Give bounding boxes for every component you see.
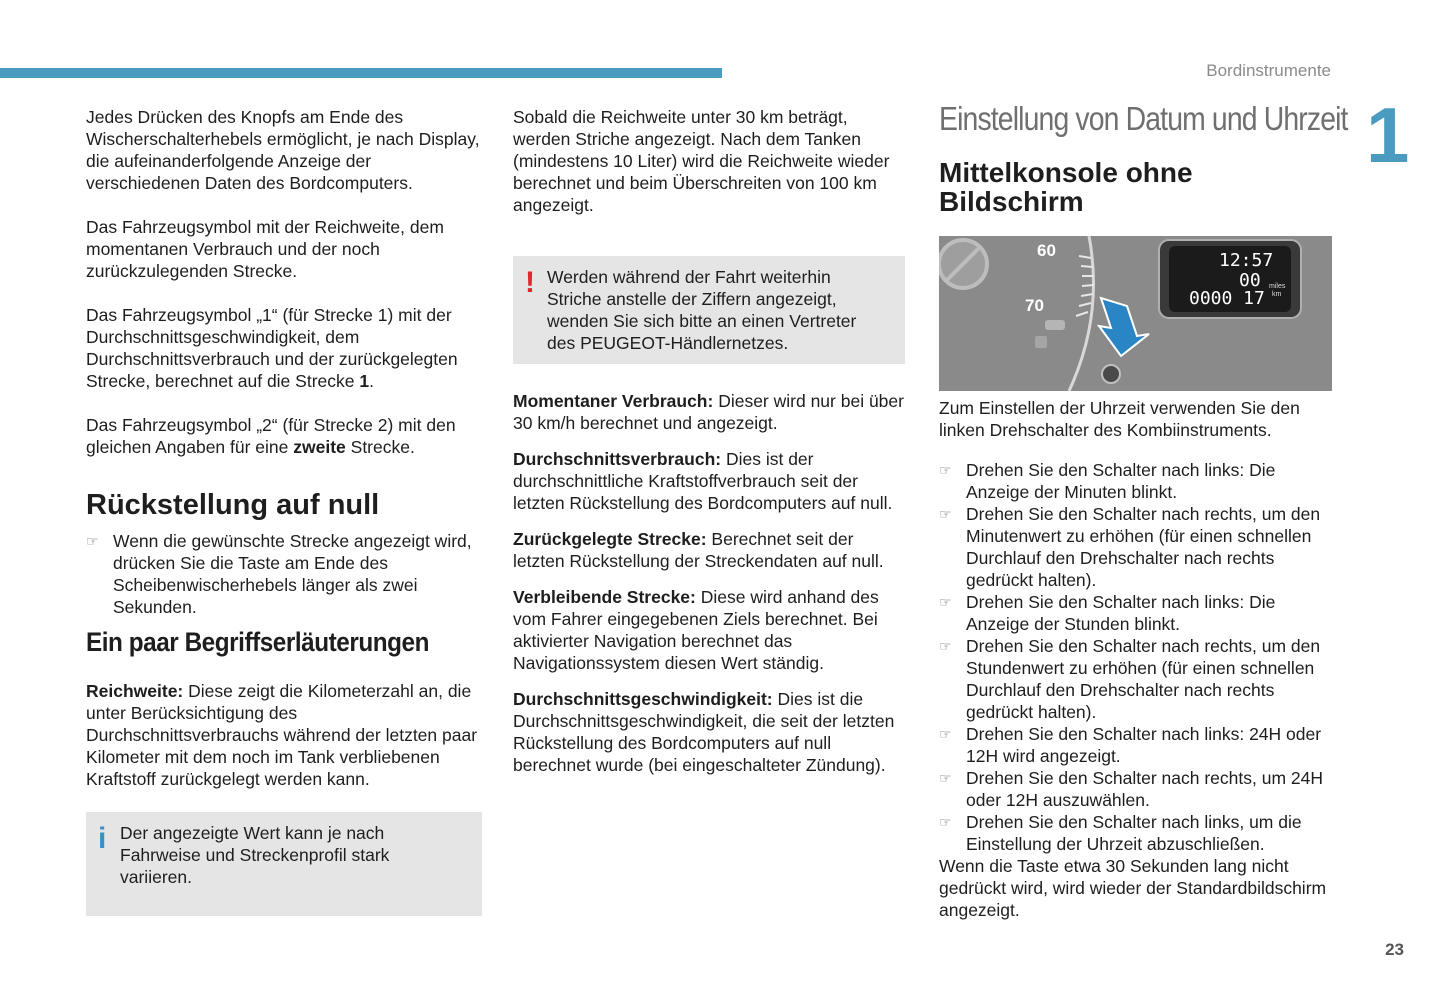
pointing-hand-icon: ☞ (86, 533, 99, 549)
paragraph: Sobald die Reichweite unter 30 km beträgt, werden Striche angezeigt. Nach dem Tanken (mindestens 10 Liter) wird die Reichweite wieder berechnet und beim Überschreiten von 100 km angezeigt. (513, 107, 890, 215)
list-item: ☞ Drehen Sie den Schalter nach links: Die Anzeige der Minuten blinkt. (939, 460, 1276, 502)
pointing-hand-icon: ☞ (939, 814, 952, 830)
list-item: ☞ Drehen Sie den Schalter nach links, um die Einstellung der Uhrzeit abzuschließen. (939, 812, 1302, 854)
list-item: ☞ Wenn die gewünschte Strecke angezeigt wird, drücken Sie die Taste am Ende des Scheibenwischerhebels länger als zwei Sekunden. (86, 531, 472, 617)
paragraph: Jedes Drücken des Knopfs am Ende des Wischerschalterhebels ermöglicht, je nach Display, die aufeinanderfolgende Anzeige der verschiedenen Daten des Bordcomputers. (86, 107, 480, 193)
pointing-hand-icon: ☞ (939, 770, 952, 786)
pointing-hand-icon: ☞ (939, 638, 952, 654)
definition-average-speed: Durchschnittsgeschwindigkeit: Dies ist die Durchschnittsgeschwindigkeit, die seit der letzten Rückstellung des Bordcomputers auf null berechnet wurde (bei eingeschalteter Zündung). (513, 689, 895, 775)
definition-average-consumption: Durchschnittsverbrauch: Dies ist der durchschnittliche Kraftstoffverbrauch seit der letzten Rückstellung des Bordcomputers auf null. (513, 449, 893, 513)
svg-text:70: 70 (1025, 296, 1044, 315)
section-name: Bordinstrumente (1206, 61, 1331, 80)
reset-list (86, 530, 482, 618)
column-left (86, 106, 482, 940)
chapter-number: 1 (1366, 91, 1410, 179)
warning-icon: ! (525, 266, 535, 299)
pointing-hand-icon: ☞ (939, 506, 952, 522)
list-item: ☞ Drehen Sie den Schalter nach rechts, um den Minutenwert zu erhöhen (für einen schnellen Durchlauf den Drehschalter nach rechts gedrückt halten). (939, 504, 1321, 590)
page-title: Einstellung von Datum und Uhrzeit (939, 100, 1348, 137)
warning-note: ! Werden während der Fahrt weiterhin Striche anstelle der Ziffern angezeigt, wenden Sie sich bitte an einen Vertreter des PEUGEOT-Händlernetzes. (513, 256, 905, 364)
column-middle (513, 106, 905, 790)
svg-text:60: 60 (1037, 241, 1056, 260)
svg-text:12:57: 12:57 (1219, 250, 1274, 271)
steps-list (939, 459, 1332, 855)
terms-heading: Ein paar Begriffserläuterungen (86, 627, 429, 657)
column-right (939, 100, 1348, 943)
paragraph: Zum Einstellen der Uhrzeit verwenden Sie den linken Drehschalter des Kombiinstruments. (939, 398, 1300, 440)
dashboard-photo (939, 236, 1332, 391)
svg-text:km: km (1272, 291, 1282, 298)
pointing-hand-icon: ☞ (939, 726, 952, 742)
oil-icon (1045, 320, 1065, 330)
definition-remaining-distance: Verbleibende Strecke: Diese wird anhand des vom Fahrer eingegebenen Ziels berechnet. Bei aktivierter Navigation berechnet das Navigationssystem diesen Wert ständig. (513, 587, 879, 673)
definition-range: Reichweite: Diese zeigt die Kilometerzahl an, die unter Berücksichtigung des Durchschnittsverbrauchs während der letzten paar Kilometer mit dem noch im Tank verbliebenen Kraftstoff zurückgelegt werden kann. (86, 681, 478, 789)
list-item: ☞ Drehen Sie den Schalter nach rechts, um den Stundenwert zu erhöhen (für einen schnellen Durchlauf den Drehschalter nach rechts gedrückt halten). (939, 636, 1321, 722)
paragraph: Das Fahrzeugsymbol „2“ (für Strecke 2) mit den gleichen Angaben für eine zweite Strecke. (86, 415, 456, 457)
pointing-hand-icon: ☞ (939, 462, 952, 478)
trip-button-icon (1102, 365, 1120, 383)
indicator-icon (1035, 336, 1047, 348)
paragraph: Wenn die Taste etwa 30 Sekunden lang nicht gedrückt wird, wird wieder der Standardbildschirm angezeigt. (939, 856, 1327, 920)
pointing-hand-icon: ☞ (939, 594, 952, 610)
info-icon: i (98, 822, 107, 855)
definition-distance-travelled: Zurückgelegte Strecke: Berechnet seit der letzten Rückstellung der Streckendaten auf null. (513, 529, 884, 571)
paragraph: Das Fahrzeugsymbol mit der Reichweite, dem momentanen Verbrauch und der noch zurückzulegenden Strecke. (86, 217, 444, 281)
page-number: 23 (1385, 940, 1404, 959)
svg-text:00: 00 (1239, 270, 1261, 291)
svg-text:miles: miles (1269, 283, 1286, 290)
list-item: ☞ Drehen Sie den Schalter nach links: 24H oder 12H wird angezeigt. (939, 724, 1322, 766)
info-note: i Der angezeigte Wert kann je nach Fahrweise und Streckenprofil stark variieren. (86, 812, 482, 916)
paragraph: Das Fahrzeugsymbol „1“ (für Strecke 1) mit der Durchschnittsgeschwindigkeit, dem Durchschnittsverbrauch und der zurückgelegten Strecke, berechnet auf die Strecke 1. (86, 305, 458, 391)
reset-heading: Rückstellung auf null (86, 489, 380, 521)
svg-text:0000 17: 0000 17 (1189, 288, 1265, 309)
definition-instant-consumption: Momentaner Verbrauch: Dieser wird nur bei über 30 km/h berechnet und angezeigt. (513, 391, 904, 433)
list-item: ☞ Drehen Sie den Schalter nach rechts, um 24H oder 12H auszuwählen. (939, 768, 1323, 810)
header-accent-bar (0, 68, 722, 78)
list-item: ☞ Drehen Sie den Schalter nach links: Die Anzeige der Stunden blinkt. (939, 592, 1276, 634)
subsection-title: Mittelkonsole ohne Bildschirm (939, 157, 1193, 217)
